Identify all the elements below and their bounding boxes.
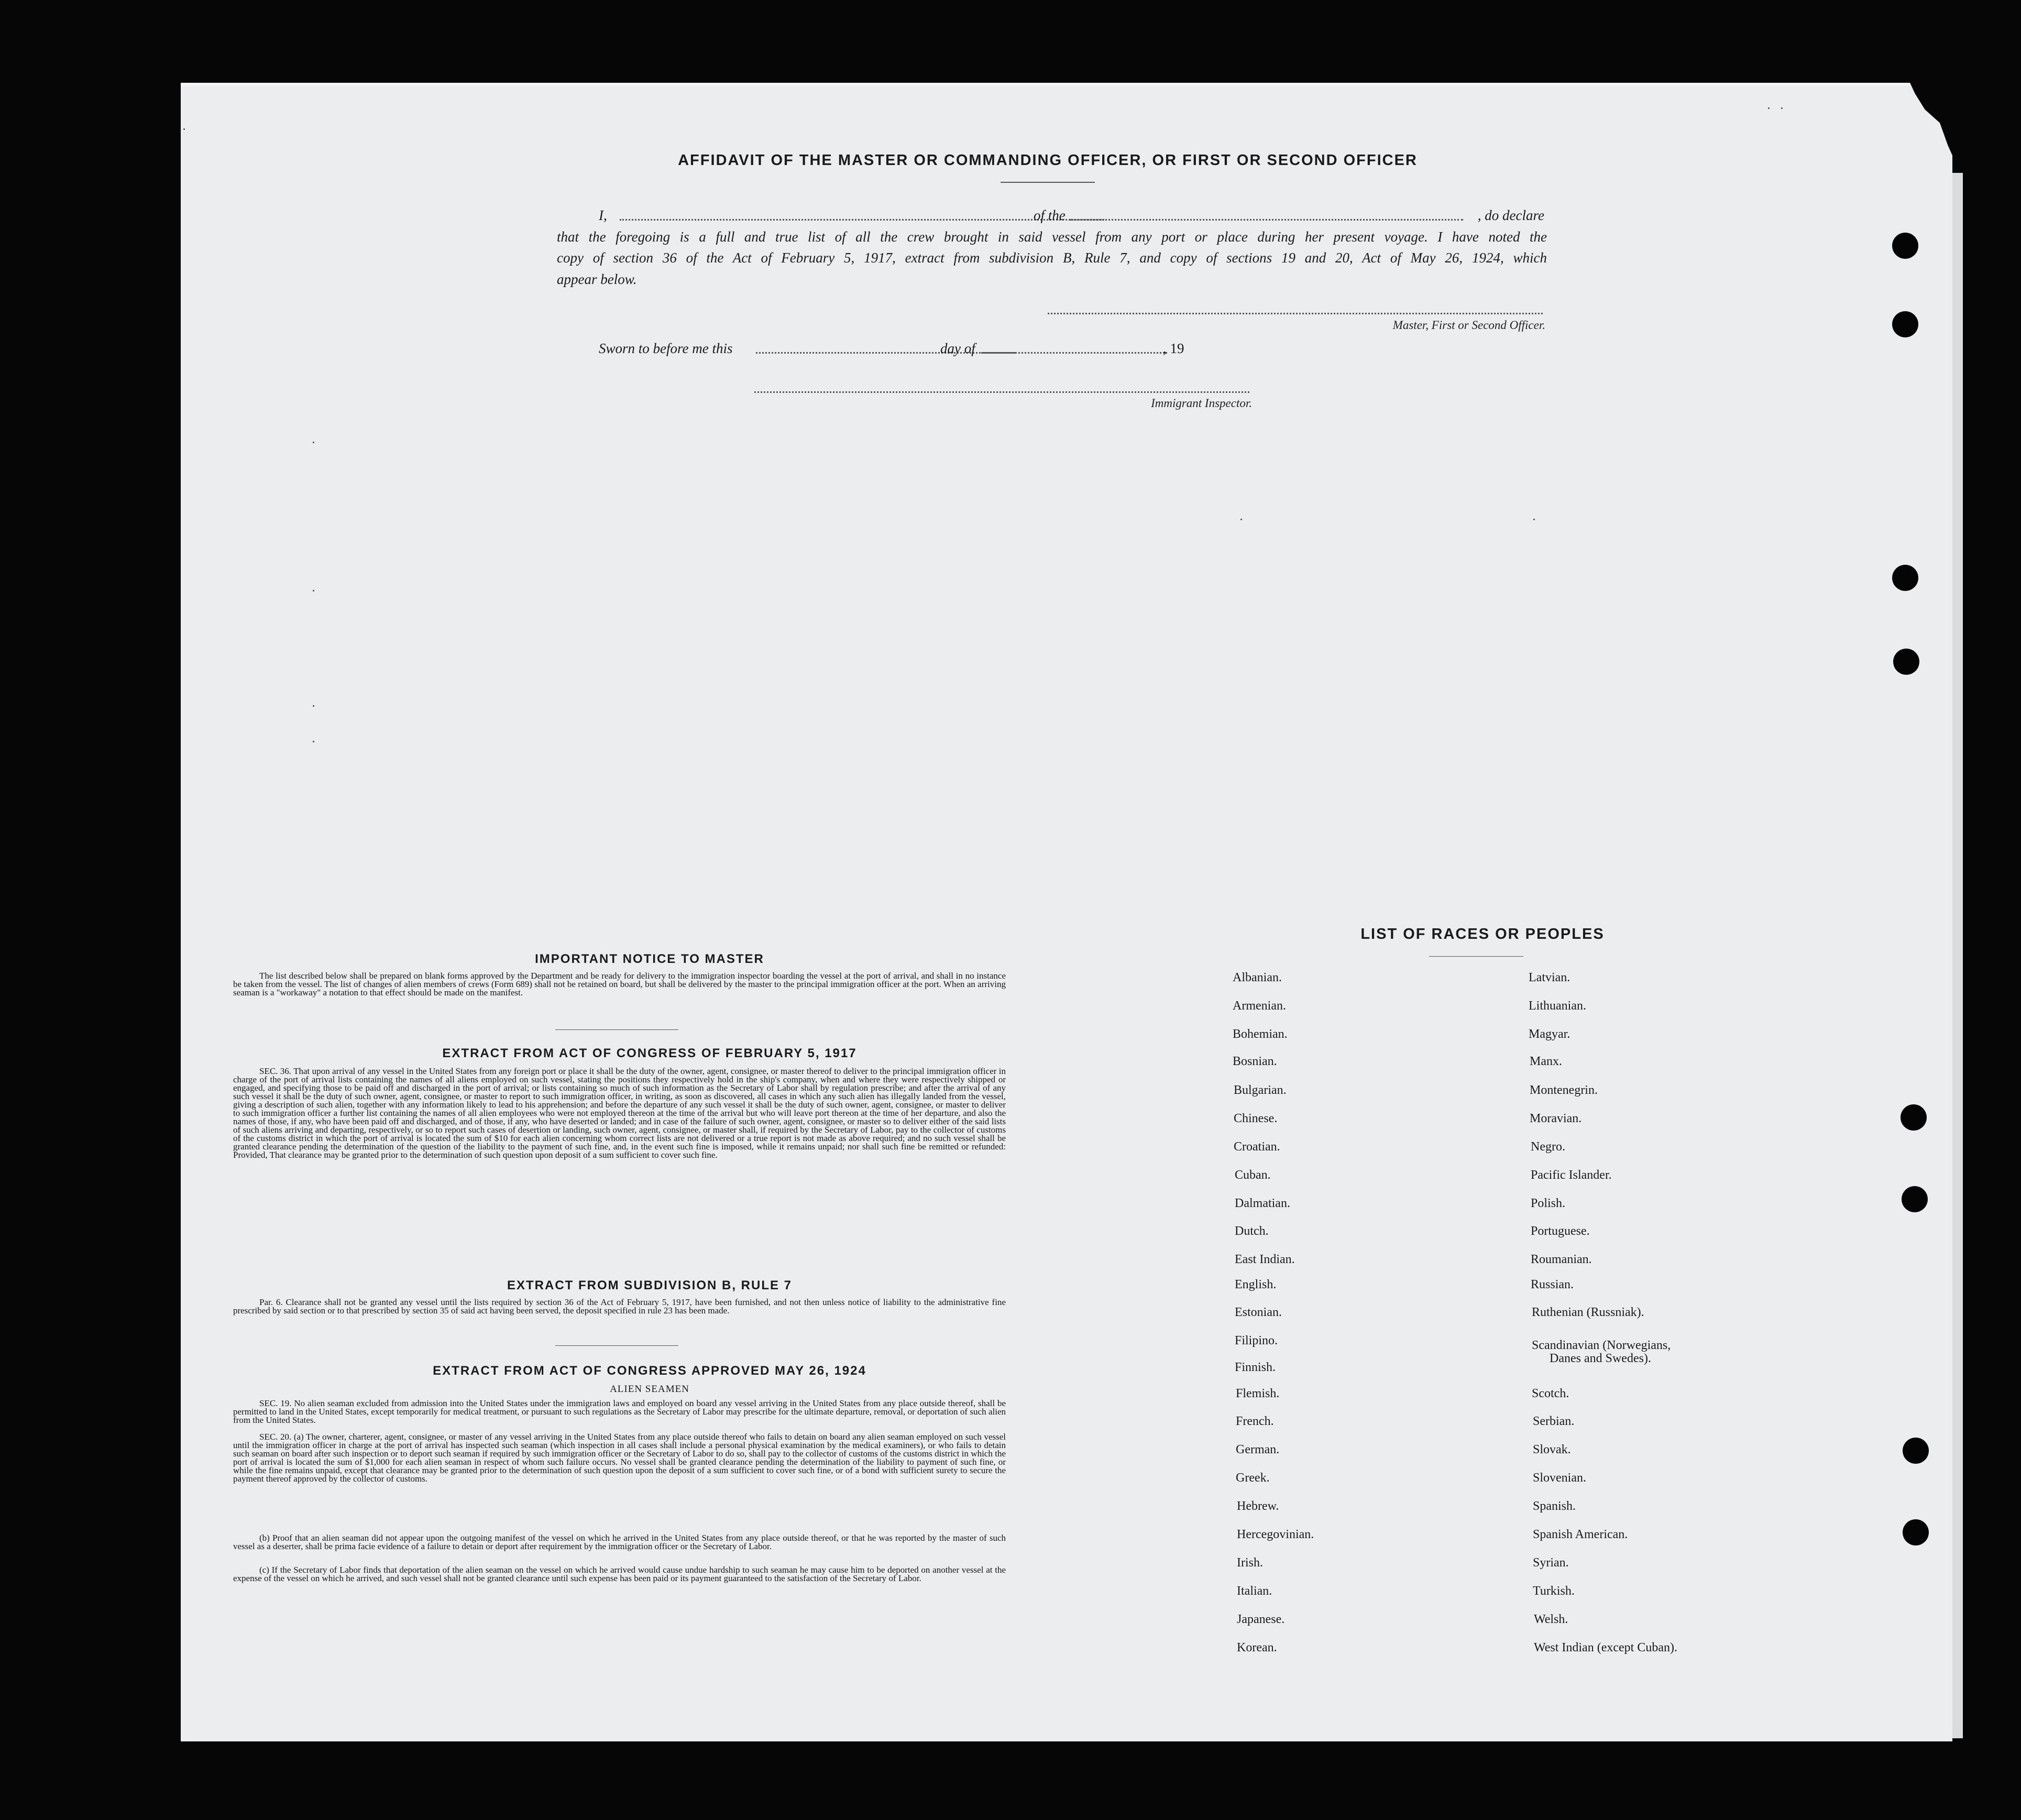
race-right-item: Portuguese.	[1531, 1224, 1590, 1238]
race-right-item: Syrian.	[1533, 1556, 1569, 1570]
sworn-line	[599, 341, 1227, 358]
extract-1924-subtitle: ALIEN SEAMEN	[610, 1384, 689, 1395]
race-right-item: Roumanian.	[1531, 1253, 1592, 1266]
race-right-item: Serbian.	[1533, 1415, 1575, 1428]
scan-speck	[313, 590, 314, 591]
name-blank[interactable]	[620, 219, 1104, 221]
rule7-rule	[555, 1345, 678, 1346]
race-left-item: Hercegovinian.	[1237, 1528, 1314, 1541]
affidavit-title: AFFIDAVIT OF THE MASTER OR COMMANDING OFFICER, OR FIRST OR SECOND OFFICER	[678, 152, 1418, 169]
race-left-item: Finnish.	[1235, 1361, 1276, 1374]
extract-rule7-text: Par. 6. Clearance shall not be granted any vessel until the lists required by section 36 of the Act of February 5, 1917, have been furnished, and not then unless notice of liability to the administrative fine prescribed by said section or to that prescribed by section 35 of said act having been served, the deposit specified in rule 23 has been made.	[233, 1297, 1006, 1315]
master-label: Master, First or Second Officer.	[1392, 319, 1545, 332]
race-left-item: Dutch.	[1235, 1224, 1269, 1238]
race-left-item: Filipino.	[1235, 1334, 1278, 1347]
race-right-item: Turkish.	[1533, 1584, 1575, 1598]
race-left-item: Greek.	[1236, 1471, 1270, 1485]
race-right-item: Negro.	[1531, 1140, 1565, 1154]
extract-1917-text: SEC. 36. That upon arrival of any vessel in the United States from any foreign port or place it shall be the duty of the owner, agent, consignee, or master thereof to deliver to the principal immigration officer in charge of the port of arrival lists containing the names of all aliens employed on such vessel, stating the positions they respectively hold in the ship's company, when and where they were respectively shipped or engaged, and specifying those to be paid off and discharged in the port of arrival; or lists containing so much of such information as the Secretary of Labor shall by regulation prescribe; and after the arrival of any such vessel it shall be the duty of such owner, agent, consignee, or master to report to such immigration officer, in writing, as soon as discovered, all cases in which any such alien has illegally landed from the vessel, giving a description of such alien, together with any information likely to lead to his apprehension; and before the departure of any such vessel it shall be the duty of such owner, agent, consignee, or master to deliver to such immigration officer a further list containing the names of all alien employees who were not employed thereon at the time of the arrival but who will leave port thereon at the time of her departure, and also the names of those, if any, who have been paid off and discharged, and of those, if any, who have deserted or landed; and in case of the failure of such owner, agent, consignee, or master so to deliver either of the said lists of such aliens arriving and departing, respectively, or so to report such cases of desertion or landing, such owner, agent, consignee, or master shall, if required by the Secretary of Labor, pay to the collector of customs of the customs district in which the port of arrival is located the sum of $10 for each alien concerning whom correct lists are not delivered or a true report is not made as above required; and no such vessel shall be granted clearance pending the determination of the question of the liability to the payment of such fine, and, in the event such fine is imposed, while it remains unpaid; nor shall such fine be remitted or refunded: Provided, That clearance may be granted prior to the determination of such question upon deposit of a sum sufficient to cover such fine.	[233, 1066, 1006, 1160]
scan-speck	[313, 741, 314, 742]
race-left-item: German.	[1236, 1443, 1280, 1456]
race-left-item: Hebrew.	[1237, 1499, 1279, 1513]
race-left-item: English.	[1235, 1278, 1277, 1291]
scan-speck	[313, 705, 314, 707]
race-right-item: Moravian.	[1530, 1112, 1582, 1125]
inspector-label: Immigrant Inspector.	[1151, 397, 1252, 410]
affidavit-declare: , do declare	[1477, 207, 1544, 223]
race-right-item: Danes and Swedes).	[1550, 1352, 1651, 1365]
race-left-item: Dalmatian.	[1235, 1197, 1290, 1210]
race-right-item: Lithuanian.	[1529, 999, 1586, 1013]
scan-speck	[1781, 107, 1783, 109]
day-of-text: day of	[940, 341, 975, 356]
race-left-item: Korean.	[1237, 1641, 1277, 1654]
races-title-rule	[1429, 956, 1523, 957]
master-signature-line[interactable]	[1048, 313, 1543, 314]
punch-hole	[1893, 649, 1919, 675]
race-right-item: Russian.	[1531, 1278, 1574, 1291]
extract-1924-sec20c: (c) If the Secretary of Labor finds that deportation of the alien seaman on the vessel on which he arrived would cause undue hardship to such seaman he may cause him to be deported on another vessel at the expense of the vessel on which he arrived, and such vessel shall not be granted clearance until such expense has been paid or its payment guaranteed to the satisfaction of the Secretary of Labor.	[233, 1565, 1006, 1583]
year-text: , 19	[1163, 341, 1184, 356]
notice-title: IMPORTANT NOTICE TO MASTER	[535, 952, 764, 966]
race-left-item: Bulgarian.	[1234, 1083, 1287, 1097]
sworn-month-blank[interactable]	[981, 352, 1167, 354]
punch-hole	[1903, 1438, 1929, 1464]
scan-speck	[1240, 519, 1242, 520]
inspector-signature-line[interactable]	[754, 391, 1249, 393]
race-left-item: Armenian.	[1233, 999, 1286, 1013]
races-title: LIST OF RACES OR PEOPLES	[1360, 926, 1605, 942]
race-right-item: Latvian.	[1529, 971, 1570, 984]
punch-hole	[1892, 233, 1918, 259]
extract-1924-title: EXTRACT FROM ACT OF CONGRESS APPROVED MAY 26, 1924	[433, 1364, 866, 1378]
race-right-item: Pacific Islander.	[1531, 1168, 1612, 1182]
extract-1917-title: EXTRACT FROM ACT OF CONGRESS OF FEBRUARY 5, 1917	[442, 1046, 857, 1060]
affidavit-of-the: of the	[1034, 207, 1066, 223]
punch-hole	[1892, 565, 1918, 591]
notice-text: The list described below shall be prepared on blank forms approved by the Department and be ready for delivery to the immigration inspector boarding the vessel at the port of arrival, and shall in no instance be taken from the vessel. The list of changes of alien members of crews (Form 689) shall not be retained on board, but shall be delivered by the master to the principal immigration officer at the port. When an arriving seaman is a "workaway" a notation to that effect should be made on the manifest.	[233, 971, 1006, 997]
race-right-item: Slovenian.	[1533, 1471, 1586, 1485]
race-right-item: Scandinavian (Norwegians,	[1532, 1339, 1671, 1352]
extract-rule7-title: EXTRACT FROM SUBDIVISION B, RULE 7	[507, 1278, 793, 1292]
scan-speck	[183, 128, 185, 130]
race-left-item: Croatian.	[1234, 1140, 1280, 1154]
race-right-item: Welsh.	[1534, 1613, 1568, 1626]
race-left-item: Irish.	[1237, 1556, 1263, 1570]
sworn-text: Sworn to before me this	[599, 341, 733, 356]
scan-speck	[1768, 107, 1770, 109]
punch-hole	[1901, 1104, 1927, 1131]
punch-hole	[1903, 1519, 1929, 1545]
form-sheet	[181, 83, 1952, 1741]
affidavit-i: I,	[599, 207, 607, 223]
scan-speck	[1533, 519, 1535, 520]
race-left-item: Bohemian.	[1233, 1027, 1288, 1041]
race-right-item: Scotch.	[1532, 1387, 1569, 1400]
extract-1924-sec20a: SEC. 20. (a) The owner, charterer, agent, consignee, or master of any vessel arriving in the United States from any place outside thereof who fails to detain on board any alien seaman employed on such vessel until the immigration officer in charge at the port of arrival has inspected such seaman (which inspection in all cases shall include a personal physical examination by the medical examiners), or who fails to detain such seaman on board after such inspection or to deport such seaman if required by such immigration officer or the Secretary of Labor to do so, shall pay to the collector of customs of the customs district in which the port of arrival is located the sum of $1,000 for each alien seaman in respect of whom such failure occurs. No vessel shall be granted clearance pending the determination of the liability to payment of such fine, or while the fine remains unpaid, except that clearance may be granted prior to the determination of such question upon the deposit of a sum sufficient to cover such fine, or of a bond with sufficient surety to secure the payment thereof approved by the collector of customs.	[233, 1432, 1006, 1484]
punch-hole	[1902, 1186, 1928, 1212]
race-left-item: East Indian.	[1235, 1253, 1295, 1266]
race-right-item: Spanish American.	[1533, 1528, 1628, 1541]
race-left-item: Italian.	[1237, 1584, 1272, 1598]
race-left-item: Chinese.	[1234, 1112, 1278, 1125]
notice-rule	[555, 1029, 678, 1030]
race-left-item: Albanian.	[1233, 971, 1282, 984]
affidavit-line1	[599, 207, 1544, 225]
affidavit-line4: appear below.	[557, 271, 637, 287]
scan-speck	[313, 442, 314, 443]
affidavit-title-rule	[1001, 182, 1095, 183]
race-left-item: Bosnian.	[1233, 1055, 1277, 1068]
sworn-day-blank[interactable]	[756, 352, 1015, 354]
race-right-item: Slovak.	[1533, 1443, 1571, 1456]
race-right-item: Ruthenian (Russniak).	[1532, 1306, 1644, 1319]
race-left-item: Flemish.	[1236, 1387, 1280, 1400]
affidavit-line2: that the foregoing is a full and true list of all the crew brought in said vessel from any port or place during her present voyage. I have noted the	[557, 229, 1547, 245]
race-left-item: French.	[1236, 1415, 1274, 1428]
race-right-item: Polish.	[1531, 1197, 1566, 1210]
race-left-item: Japanese.	[1237, 1613, 1285, 1626]
race-right-item: Magyar.	[1529, 1027, 1570, 1041]
race-left-item: Estonian.	[1235, 1306, 1282, 1319]
race-right-item: West Indian (except Cuban).	[1534, 1641, 1677, 1654]
race-right-item: Montenegrin.	[1530, 1083, 1598, 1097]
extract-1924-sec19: SEC. 19. No alien seaman excluded from admission into the United States under the immigration laws and employed on board any vessel arriving in the United States from any place outside thereof, shall be permitted to land in the United States, except temporarily for medical treatment, or pursuant to such regulations as the Secretary of Labor may prescribe for the ultimate departure, removal, or deportation of such alien from the United States.	[233, 1398, 1006, 1425]
extract-1924-sec20b: (b) Proof that an alien seaman did not appear upon the outgoing manifest of the vessel on which he arrived in the United States from any place outside thereof, or that he was reported by the master of such vessel as a deserter, shall be prima facie evidence of a failure to detain or deport after requirement by the immigration officer or the Secretary of Labor.	[233, 1533, 1006, 1551]
sheet-edge	[1952, 173, 1963, 1738]
race-left-item: Cuban.	[1235, 1168, 1271, 1182]
affidavit-line3: copy of section 36 of the Act of February 5, 1917, extract from subdivision B, Rule 7, and copy of sections 19 and 20, Act of May 26, 1924, which	[557, 250, 1547, 266]
race-right-item: Manx.	[1530, 1055, 1562, 1068]
race-right-item: Spanish.	[1533, 1499, 1576, 1513]
vessel-blank[interactable]	[1070, 219, 1463, 221]
punch-hole	[1892, 311, 1918, 337]
